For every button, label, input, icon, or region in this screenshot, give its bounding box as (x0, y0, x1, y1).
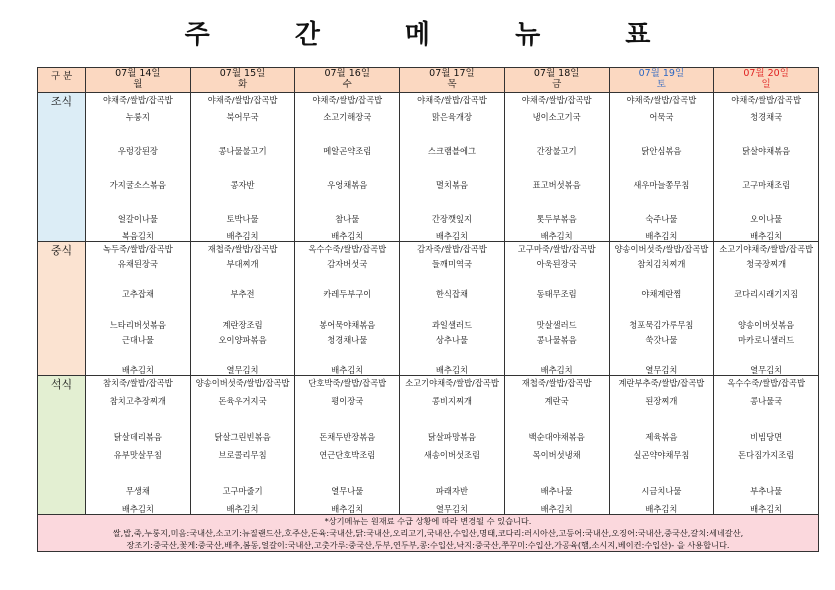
menu-item: 배추김치 (750, 231, 783, 241)
menu-cell (86, 242, 191, 376)
meal-label: 조식 (38, 93, 86, 242)
menu-cell (714, 242, 819, 376)
menu-item: 배추김치 (121, 365, 154, 375)
day-date: 07월 17일 (429, 68, 475, 79)
menu-item: 냉이소고기국 (532, 112, 581, 122)
day-header (86, 68, 191, 93)
menu-item: 복음김치 (121, 231, 154, 241)
day-name: 일 (761, 79, 771, 90)
menu-item: 야채죽/쌀밥/잡곡밥 (312, 95, 383, 105)
menu-item: 청경채국 (750, 112, 783, 122)
menu-cell (86, 93, 191, 242)
menu-item: 감자죽/쌀밥/잡곡밥 (417, 244, 487, 254)
notice-line: 쌀,밥,죽,누룽지,미음:국내산,소고기:뉴질랜드산,호주산,돈육:국내산,닭:국내산,오리고기,국내산,수입산,명태,코다리:러시아산,고등어:국내산,오징어:국내산,중국산,갈치:세네갈산, (112, 528, 744, 538)
menu-item: 배추김치 (645, 504, 678, 514)
menu-item: 아욱된장국 (536, 259, 577, 270)
menu-item: 무생채 (125, 486, 150, 496)
menu-table (37, 67, 819, 552)
menu-item: 돈육우거지국 (218, 396, 267, 406)
menu-item: 닭살야채볶음 (742, 146, 791, 156)
menu-item: 소고기해장국 (323, 112, 372, 122)
menu-item: 녹두죽/쌀밥/잡곡밥 (102, 244, 173, 254)
day-date: 07월 20일 (743, 68, 789, 79)
menu-item: 연근단호박조림 (319, 450, 376, 460)
menu-item: 맑은육개장 (431, 112, 472, 122)
day-date: 07월 18일 (533, 68, 580, 79)
menu-item: 소고기야채죽/쌀밥/잡곡밥 (719, 244, 813, 254)
menu-item: 토박나물 (226, 214, 259, 224)
menu-item: 제육볶음 (645, 432, 678, 442)
day-date: 07월 14일 (115, 68, 161, 79)
menu-cell (609, 242, 714, 376)
menu-item: 봉어묵야채볶음 (319, 319, 376, 330)
menu-item: 야채죽/쌀밥/잡곡밥 (417, 95, 487, 105)
menu-item: 계란국 (544, 396, 569, 406)
day-date: 07월 16일 (324, 68, 371, 79)
menu-item: 숙주나물 (645, 214, 678, 224)
day-name: 목 (447, 79, 457, 90)
day-header (190, 68, 295, 93)
menu-item: 야채죽/쌀밥/잡곡밥 (626, 95, 697, 105)
menu-item: 백순대야채볶음 (528, 432, 585, 442)
menu-item: 상추나물 (435, 334, 468, 345)
menu-item: 한식잡채 (435, 289, 468, 300)
menu-item: 야채죽/쌀밥/잡곡밥 (102, 95, 173, 105)
origin-notice (38, 515, 819, 552)
menu-cell (400, 242, 505, 376)
menu-cell (190, 242, 295, 376)
menu-item: 소고기야채죽/쌀밥/잡곡밥 (405, 378, 499, 388)
menu-item: 표고버섯볶음 (532, 180, 581, 190)
menu-item: 배추김치 (226, 231, 259, 241)
menu-item: 야채죽/쌀밥/잡곡밥 (731, 95, 801, 105)
menu-item: 브로콜리무침 (218, 450, 267, 460)
menu-item: 참치김치찌개 (637, 259, 686, 270)
menu-item: 동태무조림 (536, 289, 577, 300)
menu-item: 열무김치 (645, 365, 678, 375)
menu-item: 계란부추죽/쌀밥/잡곡밥 (618, 378, 705, 388)
menu-cell (190, 376, 295, 515)
day-name: 수 (342, 79, 352, 90)
menu-item: 열무김치 (435, 504, 468, 514)
menu-item: 새우마늘쫑무침 (633, 180, 690, 190)
menu-item: 배추김치 (331, 504, 364, 514)
menu-item: 감자버섯국 (327, 259, 368, 270)
day-date: 07월 19일 (638, 68, 685, 79)
day-name: 화 (237, 79, 248, 90)
menu-item: 쑥갓나물 (645, 334, 678, 345)
menu-item: 단호박죽/쌀밥/잡곡밥 (308, 378, 387, 388)
menu-item: 고구마채조림 (742, 180, 791, 190)
menu-item: 옥수수죽/쌀밥/잡곡밥 (308, 244, 387, 254)
day-name: 월 (133, 79, 143, 90)
menu-item: 계란장조림 (222, 319, 263, 330)
menu-item: 오이나물 (750, 214, 783, 224)
menu-item: 마카로니샐러드 (738, 334, 795, 345)
menu-item: 배추김치 (435, 231, 468, 241)
menu-item: 재첩죽/쌀밥/잡곡밥 (521, 378, 592, 388)
menu-item: 참치죽/쌀밥/잡곡밥 (102, 378, 173, 388)
menu-item: 멸치볶음 (435, 180, 468, 190)
menu-cell (504, 242, 609, 376)
menu-item: 유부맛살무침 (113, 450, 162, 460)
menu-cell (86, 376, 191, 515)
menu-item: 야채죽/쌀밥/잡곡밥 (521, 95, 592, 105)
menu-item: 배추김치 (331, 365, 364, 375)
menu-item: 콩비지찌개 (431, 396, 472, 406)
menu-item: 파래자반 (435, 486, 468, 496)
menu-item: 배추김치 (121, 504, 154, 514)
day-header (714, 68, 819, 93)
menu-item: 열무김치 (750, 365, 783, 375)
menu-item: 시금치나물 (641, 486, 682, 496)
menu-item: 느타리버섯볶음 (109, 319, 166, 330)
notice-line: 장조기:중국산,꽃게:중국산,배추,봄동,얼갈이:국내산,고춧가루:중국산,두부,연두부,콩:수입산,낙지:중국산,쭈꾸미:수입산,가공육(햄,소시지,베이컨:수입산)- 을 사용합니다. (126, 540, 730, 550)
menu-cell (504, 376, 609, 515)
header-row (38, 68, 819, 93)
meal-label: 석식 (38, 376, 86, 515)
menu-cell (609, 376, 714, 515)
menu-cell (190, 93, 295, 242)
menu-item: 부대찌개 (226, 259, 259, 270)
menu-item: 어묵국 (649, 112, 674, 122)
meal-row (38, 93, 819, 242)
menu-cell (400, 376, 505, 515)
menu-item: 카레두부구이 (323, 289, 372, 300)
menu-item: 열무나물 (331, 486, 364, 496)
page-title: 주 간 메 뉴 표 (184, 20, 689, 50)
menu-item: 메알곤약조림 (323, 146, 372, 156)
menu-item: 콩나물불고기 (218, 146, 267, 156)
menu-item: 고구마줄기 (222, 486, 263, 496)
menu-item: 고구마죽/쌀밥/잡곡밥 (517, 244, 596, 254)
menu-item: 재첩죽/쌀밥/잡곡밥 (207, 244, 278, 254)
menu-item: 유채된장국 (117, 259, 158, 270)
menu-cell (295, 242, 400, 376)
meal-row (38, 376, 819, 515)
menu-item: 돈다짐가지조림 (738, 450, 795, 460)
menu-item: 평이장국 (331, 396, 364, 406)
menu-item: 배추김치 (540, 365, 573, 375)
menu-item: 근대나물 (121, 334, 154, 345)
meal-row (38, 242, 819, 376)
menu-item: 새송이버섯조림 (423, 450, 481, 460)
menu-cell (295, 93, 400, 242)
day-header (400, 68, 505, 93)
day-name: 금 (552, 79, 562, 90)
menu-item: 스크램블에그 (427, 146, 476, 156)
menu-item: 열무김치 (226, 365, 259, 375)
menu-item: 배추김치 (540, 504, 573, 514)
menu-item: 양송이버섯죽/쌀밥/잡곡밥 (614, 244, 709, 254)
menu-item: 콩나물국 (750, 396, 783, 406)
menu-item: 배추김치 (540, 231, 573, 241)
menu-item: 부추나물 (750, 486, 783, 496)
notice-line: *상기메뉴는 원재료 수급 상황에 따라 변경될 수 있습니다. (324, 516, 532, 526)
meal-label: 중식 (38, 242, 86, 376)
menu-item: 실곤약야채무침 (633, 450, 690, 460)
menu-item: 북어무국 (226, 112, 259, 122)
gubun-header: 구 분 (38, 68, 86, 93)
menu-item: 과일샐러드 (431, 319, 472, 330)
menu-item: 배추나물 (540, 486, 573, 496)
menu-item: 닭살그린빈볶음 (214, 432, 271, 442)
menu-item: 청포묵김가루무침 (629, 319, 694, 330)
menu-cell (504, 93, 609, 242)
menu-item: 배추김치 (645, 231, 678, 241)
menu-item: 콩자반 (230, 180, 255, 190)
menu-item: 부추전 (230, 289, 255, 300)
menu-item: 참치고추장찌개 (109, 396, 166, 406)
menu-item: 간장불고기 (536, 146, 577, 156)
menu-item: 톳두부볶음 (536, 214, 577, 224)
menu-item: 배추김치 (226, 504, 259, 514)
menu-item: 청경채나물 (327, 334, 368, 345)
menu-item: 야채계란찜 (641, 289, 682, 300)
menu-item: 야채죽/쌀밥/잡곡밥 (207, 95, 278, 105)
menu-item: 닭안심볶음 (641, 146, 682, 156)
menu-item: 배추김치 (750, 504, 783, 514)
menu-item: 옥수수죽/쌀밥/잡곡밥 (727, 378, 805, 388)
menu-item: 양송이버섯볶음 (738, 319, 795, 330)
menu-item: 청국장찌개 (746, 259, 787, 270)
menu-cell (714, 93, 819, 242)
menu-item: 얼갈이나물 (117, 214, 158, 224)
footer-row (38, 515, 819, 552)
day-header (295, 68, 400, 93)
menu-item: 배추김치 (435, 365, 468, 375)
menu-item: 된장찌개 (645, 396, 678, 406)
menu-item: 돈채두반장볶음 (319, 432, 376, 442)
menu-item: 가지굴소스볶음 (109, 180, 166, 190)
menu-cell (295, 376, 400, 515)
day-header (504, 68, 609, 93)
day-date: 07월 15일 (219, 68, 266, 79)
menu-item: 들깨미역국 (431, 259, 472, 270)
menu-item: 맛살샐러드 (536, 319, 577, 330)
menu-item: 오이양파볶음 (218, 334, 267, 345)
menu-item: 닭살파망볶음 (427, 432, 476, 442)
menu-item: 비빔당면 (750, 432, 783, 442)
menu-cell (609, 93, 714, 242)
menu-cell (400, 93, 505, 242)
menu-item: 콩나물볶음 (536, 334, 577, 345)
menu-item: 코다리시래기지짐 (734, 289, 799, 300)
menu-item: 닭살데리볶음 (113, 432, 162, 442)
menu-item: 참나물 (335, 214, 360, 224)
menu-item: 간장깻잎지 (431, 214, 472, 224)
menu-item: 누룽지 (125, 112, 150, 122)
menu-item: 배추김치 (331, 231, 364, 241)
day-header (609, 68, 714, 93)
menu-item: 우렁강된장 (117, 146, 158, 156)
menu-item: 목이버섯냉채 (532, 450, 581, 460)
menu-item: 고추잡채 (121, 289, 154, 300)
menu-item: 양송이버섯죽/쌀밥/잡곡밥 (195, 378, 290, 388)
menu-item: 우엉채볶음 (327, 180, 368, 190)
day-name: 토 (656, 79, 666, 90)
menu-cell (714, 376, 819, 515)
